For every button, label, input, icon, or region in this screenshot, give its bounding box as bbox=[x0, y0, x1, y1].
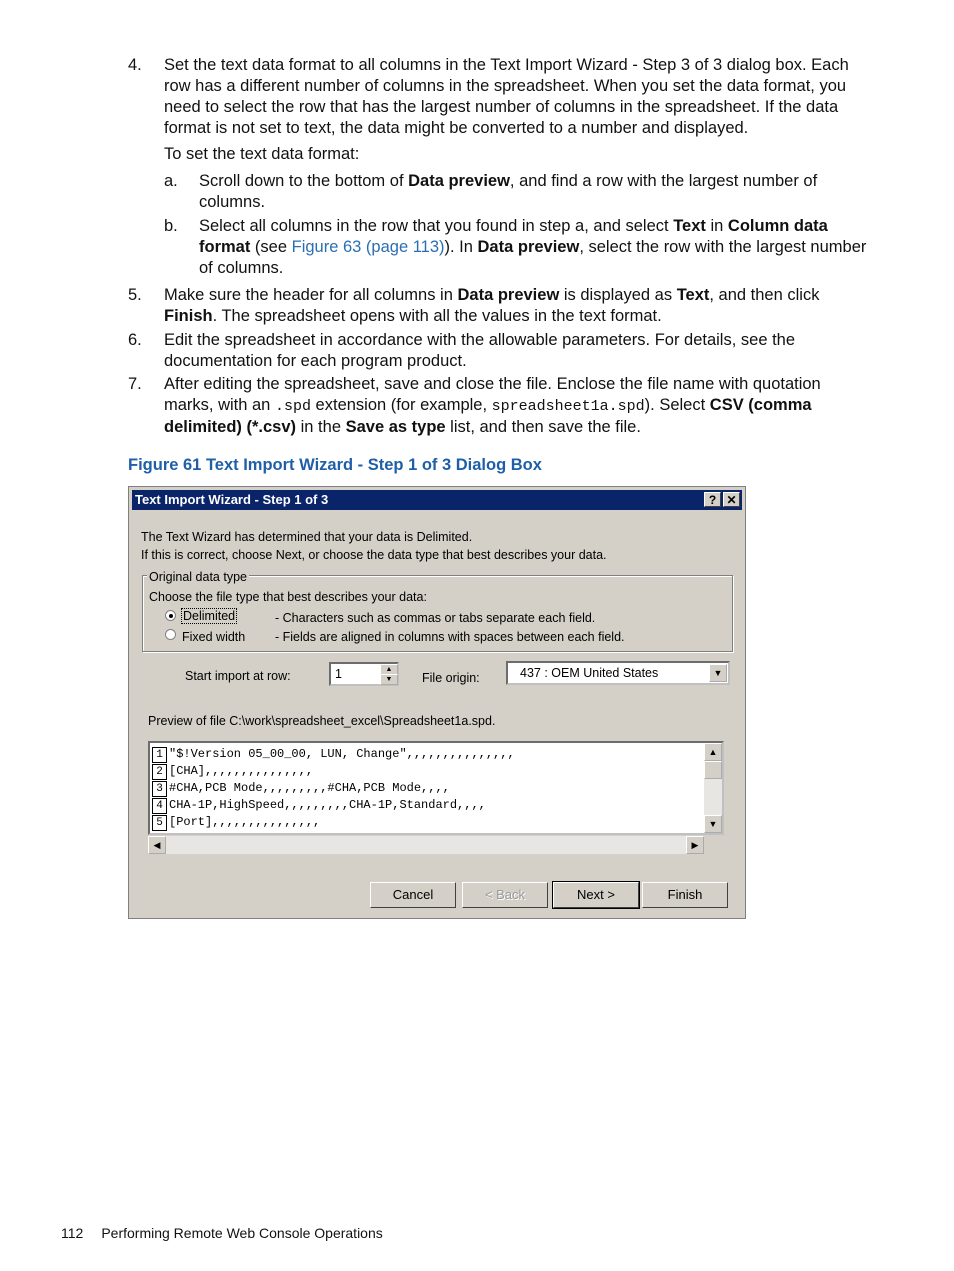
scroll-thumb[interactable] bbox=[704, 761, 722, 779]
preview-row: 4 CHA-1P,HighSpeed,,,,,,,,,CHA-1P,Standard,,,, bbox=[152, 797, 486, 814]
dialog-title: Text Import Wizard - Step 1 of 3 bbox=[135, 492, 329, 507]
page-footer bbox=[61, 1223, 401, 1244]
step-text: To set the text data format: bbox=[164, 145, 360, 163]
preview-row: 2 [CHA],,,,,,,,,,,,,,, bbox=[152, 763, 313, 780]
step-number: 5. bbox=[128, 286, 142, 304]
substep-a bbox=[164, 171, 869, 213]
substep-number: a. bbox=[164, 172, 178, 190]
spin-down-icon[interactable]: ▼ bbox=[380, 674, 398, 685]
scroll-down-icon[interactable]: ▼ bbox=[704, 815, 722, 833]
figure-link[interactable]: Figure 63 (page 113) bbox=[291, 238, 445, 256]
intro-line-1: The Text Wizard has determined that your data is Delimited. bbox=[141, 530, 473, 544]
radio-fixed-width[interactable] bbox=[165, 629, 176, 640]
start-row-label: Start import at row: bbox=[185, 669, 291, 683]
step-6 bbox=[128, 330, 873, 372]
start-row-input[interactable]: 1 bbox=[329, 662, 399, 686]
step-text: Make sure the header for all columns in Data preview is displayed as Text, and then click Finish. The spreadsheet opens with all the values in the text format. bbox=[164, 286, 820, 325]
substep-text: Select all columns in the row that you found in step a, and select Text in Column data format (see Figure 63 (page 113)). In Data preview, select the row with the largest number of columns. bbox=[199, 217, 867, 277]
back-button[interactable]: < Back bbox=[462, 882, 548, 908]
step-text: After editing the spreadsheet, save and close the file. Enclose the file name with quotation marks, with an .spd extension (for example, spreadsheet1a.spd). Select CSV (comma delimited) (*.csv) in the Save as type list, and then save the file. bbox=[164, 375, 821, 436]
step-number: 7. bbox=[128, 375, 142, 393]
help-button[interactable]: ? bbox=[704, 492, 721, 507]
footer-section: Performing Remote Web Console Operations bbox=[101, 1225, 383, 1241]
scroll-up-icon[interactable]: ▲ bbox=[704, 743, 722, 761]
intro-line-2: If this is correct, choose Next, or choose the data type that best describes your data. bbox=[141, 548, 607, 562]
preview-row: 3 #CHA,PCB Mode,,,,,,,,,#CHA,PCB Mode,,,, bbox=[152, 780, 450, 797]
vertical-scrollbar[interactable] bbox=[704, 743, 722, 833]
step-7 bbox=[128, 374, 873, 438]
preview-row: 5 [Port],,,,,,,,,,,,,,, bbox=[152, 814, 320, 831]
cancel-button[interactable]: Cancel bbox=[370, 882, 456, 908]
preview-label: Preview of file C:\work\spreadsheet_excel\Spreadsheet1a.spd. bbox=[148, 714, 496, 728]
step-5 bbox=[128, 285, 873, 327]
finish-button[interactable]: Finish bbox=[642, 882, 728, 908]
file-origin-label: File origin: bbox=[422, 671, 480, 685]
file-origin-select[interactable]: 437 : OEM United States ▼ bbox=[506, 661, 730, 685]
scroll-left-icon[interactable]: ◀ bbox=[148, 836, 166, 854]
step-text: Edit the spreadsheet in accordance with the allowable parameters. For details, see the documentation for each program product. bbox=[164, 331, 796, 370]
close-button[interactable]: ✕ bbox=[723, 492, 740, 507]
step-number: 4. bbox=[128, 56, 142, 74]
substep-b bbox=[164, 216, 869, 279]
substep-number: b. bbox=[164, 217, 178, 235]
step-4 bbox=[128, 55, 873, 165]
data-preview[interactable] bbox=[148, 741, 724, 835]
figure-caption: Figure 61 Text Import Wizard - Step 1 of 3 Dialog Box bbox=[128, 456, 542, 474]
step-number: 6. bbox=[128, 331, 142, 349]
horizontal-scrollbar[interactable] bbox=[148, 836, 704, 854]
next-button[interactable]: Next > bbox=[553, 882, 639, 908]
substep-text: Scroll down to the bottom of Data preview, and find a row with the largest number of columns. bbox=[199, 172, 818, 211]
page-number: 112 bbox=[61, 1225, 84, 1241]
group-label: Original data type bbox=[147, 567, 249, 588]
fixed-width-label[interactable]: Fixed width bbox=[182, 630, 246, 644]
delimited-label[interactable]: Delimited bbox=[183, 609, 236, 623]
radio-delimited[interactable] bbox=[165, 610, 176, 621]
step-text: Set the text data format to all columns in the Text Import Wizard - Step 3 of 3 dialog box. Each row has a different number of columns in the spreadsheet. When you set the data format, you need to select the row that has the largest number of columns in the spreadsheet. If the data format is not set to text, the data might be converted to a number and displayed. bbox=[164, 56, 849, 137]
dialog-titlebar bbox=[132, 490, 742, 510]
fixed-width-description: - Fields are aligned in columns with spaces between each field. bbox=[275, 630, 625, 644]
spin-up-icon[interactable]: ▲ bbox=[380, 664, 398, 675]
delimited-description: - Characters such as commas or tabs separate each field. bbox=[275, 611, 596, 625]
group-prompt: Choose the file type that best describes your data: bbox=[149, 590, 427, 604]
preview-row: 1 "$!Version 05_00_00, LUN, Change",,,,,,,,,,,,,,, bbox=[152, 746, 515, 763]
chevron-down-icon[interactable]: ▼ bbox=[709, 664, 727, 682]
scroll-right-icon[interactable]: ▶ bbox=[686, 836, 704, 854]
text-import-wizard-dialog bbox=[128, 486, 746, 919]
